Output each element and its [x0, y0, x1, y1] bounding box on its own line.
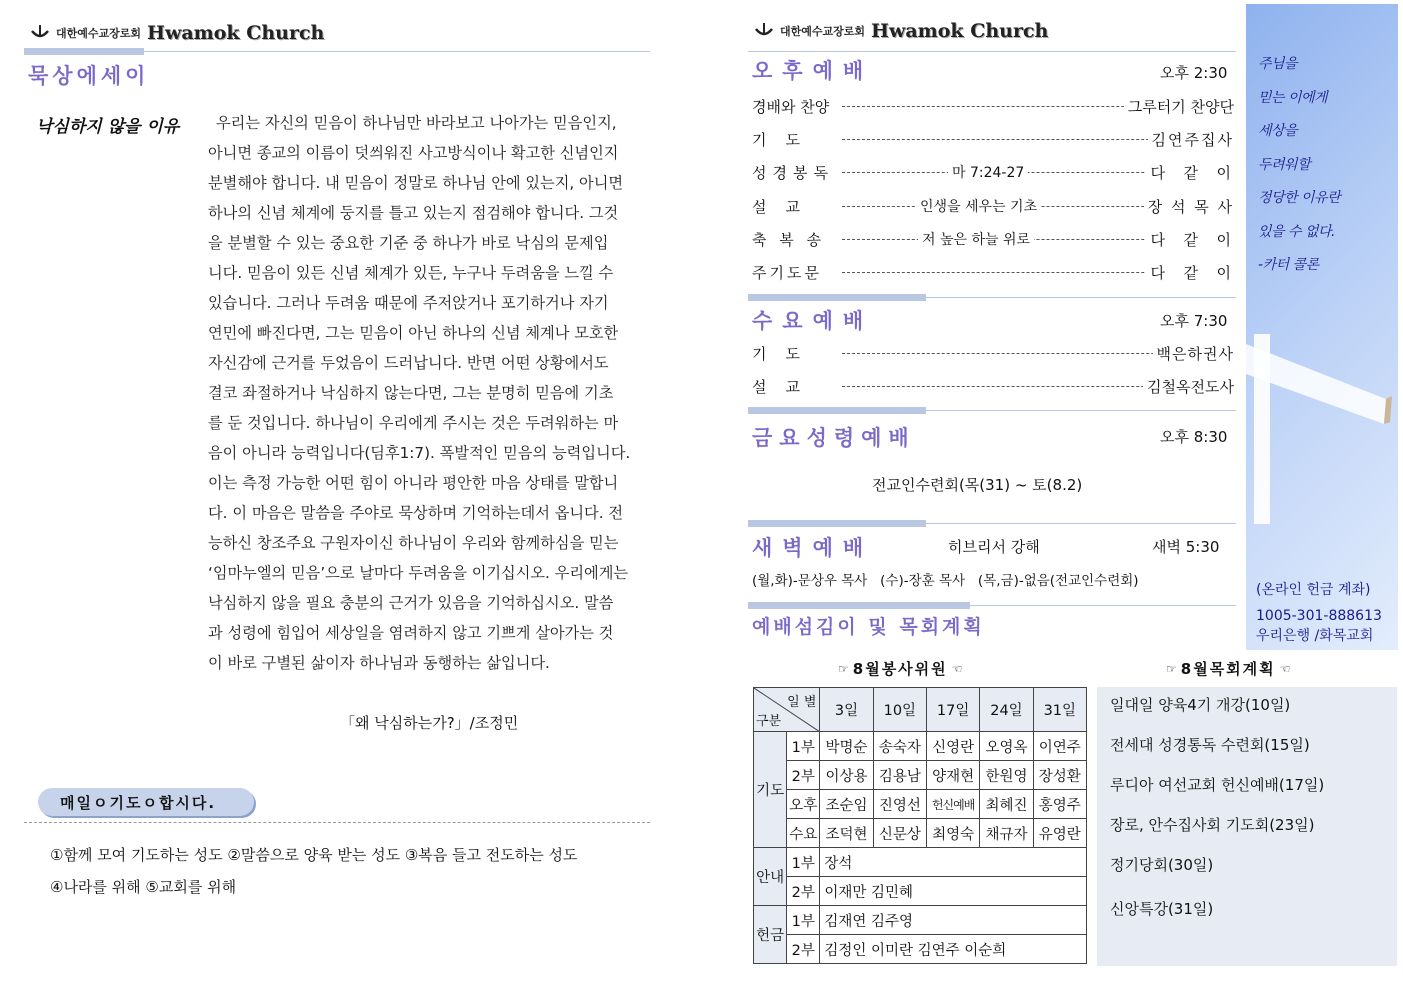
essay-line: 다. 이 마음은 말씀을 주야로 묵상하며 기억하는데서 옵니다. 전: [208, 504, 624, 522]
essay-line: 분별해야 합니다. 내 믿음이 정말로 하나님 안에 있는지, 아니면: [208, 174, 624, 192]
name-cell: 이재만 김민혜: [820, 877, 1087, 906]
afternoon-row: [752, 229, 1234, 249]
prayer-group-label: 기도: [754, 732, 787, 848]
afternoon-row: [752, 96, 1234, 116]
essay-line: 연민에 빠진다면, 그는 믿음이 아닌 하나의 신념 체계나 모호한: [208, 324, 619, 342]
prayer-line-1: ①함께 모여 기도하는 성도 ②말씀으로 양육 받는 성도 ③복음 들고 전도하는 성도: [50, 846, 578, 864]
prayer-divider: [24, 822, 650, 823]
sermon-title: 인생을 세우는 기초: [916, 196, 1041, 216]
essay-body: [208, 108, 648, 678]
name-cell: 최영숙: [927, 819, 980, 848]
name-cell: 조순임: [820, 790, 873, 819]
name-cell: 오영옥: [980, 732, 1033, 761]
account-bank: 우리은행 /화목교회: [1256, 628, 1374, 644]
essay-line: 니다. 믿음이 있든 신념 체계가 있든, 누구나 두려움을 느낄 수: [208, 264, 614, 282]
plan-title-text: 8월목회계획: [1180, 660, 1276, 678]
name-cell: 김정인 이미란 김연주 이순희: [820, 935, 1087, 964]
quote-line: 세상을: [1258, 123, 1298, 139]
church-name: Hwamok Church: [871, 20, 1049, 42]
name-cell: 신영란: [927, 732, 980, 761]
row-person: 장 석 목 사: [1144, 196, 1234, 217]
table-row: [754, 790, 1087, 819]
table-row: [754, 906, 1087, 935]
essay-line: 를 둔 것입니다. 하나님이 우리에게 주시는 것은 두려워하는 마: [208, 414, 619, 432]
essay-title: 낙심하지 않을 이유: [36, 117, 180, 137]
friday-title: 금요성령예배: [752, 426, 916, 450]
wednesday-row: [752, 376, 1234, 396]
part-label: 오후: [787, 790, 820, 819]
name-cell: 조덕현: [820, 819, 873, 848]
name-cell: 홍영주: [1033, 790, 1086, 819]
row-person: 백은하권사: [1153, 343, 1234, 364]
corner-bottom: 구분: [756, 714, 782, 729]
section-line: [748, 297, 1236, 298]
row-person: 다 같 이: [1146, 262, 1234, 283]
name-cell: 김용남: [873, 761, 926, 790]
name-cell: 채규자: [980, 819, 1033, 848]
account-title: (온라인 헌금 계좌): [1256, 582, 1371, 598]
row-person: 김철옥전도사: [1143, 376, 1234, 397]
essay-line: 이 바로 구별된 삶이자 하나님과 동행하는 삶입니다.: [208, 654, 550, 672]
name-cell: 양재현: [927, 761, 980, 790]
quote-line: 정당한 이유란: [1258, 190, 1341, 206]
table-row: [754, 819, 1087, 848]
row-person: 김연주집사: [1148, 129, 1234, 150]
plan-item: 일대일 양육4기 개강(10일): [1110, 696, 1291, 714]
scripture: 마 7:24-27: [948, 162, 1028, 182]
name-cell: 최혜진: [980, 790, 1033, 819]
quote-line: -카터 콜론: [1258, 257, 1319, 273]
quote-line: 주님을: [1258, 56, 1298, 72]
friday-time: 오후 8:30: [1160, 428, 1228, 446]
afternoon-row: [752, 196, 1234, 216]
name-cell: 이상용: [820, 761, 873, 790]
servers-table: [753, 687, 1087, 964]
wednesday-title: 수요예배: [752, 309, 874, 333]
name-cell: 진영선: [873, 790, 926, 819]
part-label: 2부: [787, 935, 820, 964]
bracket-icon: ☞: [1166, 661, 1177, 676]
row-person: 그루터기 찬양단: [1124, 96, 1234, 117]
name-cell: 유영란: [1033, 819, 1086, 848]
church-name: Hwamok Church: [147, 22, 325, 44]
servers-title-text: 8월봉사위원: [852, 660, 948, 678]
essay-line: ‘임마누엘의 믿음’으로 날마다 두려움을 이기십시오. 우리에게는: [208, 564, 629, 582]
row-label: 기 도: [752, 345, 801, 363]
afternoon-row: [752, 129, 1234, 149]
row-label: 축 복 송: [752, 231, 826, 249]
wednesday-row: [752, 343, 1234, 363]
name-cell: 한원영: [980, 761, 1033, 790]
table-row: [754, 848, 1087, 877]
org-name: 대한예수교장로회: [56, 27, 142, 40]
row-label: 설 교: [752, 198, 801, 216]
dawn-title: 새벽예배: [752, 536, 874, 560]
church-logo-icon: [754, 21, 774, 41]
prayer-line-2: ④나라를 위해 ⑤교회를 위해: [50, 878, 237, 896]
date-header: 3일: [820, 688, 873, 732]
part-label: 1부: [787, 906, 820, 935]
essay-line: 있습니다. 그러나 두려움 때문에 주저앉거나 포기하거나 자기: [208, 294, 609, 312]
servers-title: [838, 658, 962, 679]
row-label: 성경봉독: [752, 164, 834, 182]
wednesday-time: 오후 7:30: [1160, 312, 1228, 330]
table-row: [754, 935, 1087, 964]
hymn-title: 저 높은 하늘 위로: [918, 229, 1034, 249]
afternoon-time: 오후 2:30: [1160, 64, 1228, 82]
essay-line: 이는 측정 가능한 어떤 힘이 아니라 평안한 마음 상태를 말합니: [208, 474, 619, 492]
afternoon-row: [752, 162, 1234, 182]
table-row: [754, 761, 1087, 790]
date-header: 24일: [980, 688, 1033, 732]
table-row: [754, 877, 1087, 906]
table-corner: [754, 688, 820, 732]
essay-line: 음이 아니라 능력입니다(딤후1:7). 폭발적인 믿음의 능력입니다.: [208, 444, 631, 462]
part-label: 2부: [787, 761, 820, 790]
quote-line: 두려워할: [1258, 156, 1311, 173]
right-header-line: [748, 51, 1236, 52]
bracket-icon: ☜: [1279, 661, 1291, 676]
name-cell: 이연주: [1033, 732, 1086, 761]
essay-line: 자신감에 근거를 두었음이 드러납니다. 반면 어떤 상황에서도: [208, 354, 609, 372]
plan-item: 루디아 여선교회 헌신예배(17일): [1110, 776, 1325, 794]
service-plan-title: 예배섬김이 및 목회계획: [752, 616, 985, 638]
essay-line: 능하신 창조주요 구원자이신 하나님이 우리와 함께하심을 믿는: [208, 534, 619, 552]
part-label: 수요: [787, 819, 820, 848]
prayer-title: 매일ㅇ기도ㅇ합시다.: [60, 794, 217, 812]
afternoon-row: [752, 262, 1234, 282]
section-title: 묵상에세이: [28, 64, 150, 88]
sidebar-quote: [1258, 48, 1340, 283]
header-line: [24, 51, 650, 52]
row-label: 기 도: [752, 131, 801, 149]
quote-line: 있을 수 없다.: [1258, 223, 1335, 240]
row-label: 경배와 찬양: [752, 98, 830, 116]
section-line: [748, 410, 1236, 411]
part-label: 1부: [787, 848, 820, 877]
name-cell: 장성환: [1033, 761, 1086, 790]
org-name: 대한예수교장로회: [780, 25, 866, 38]
plan-item: 정기당회(30일): [1110, 856, 1214, 874]
dawn-line: (월,화)-문상우 목사 (수)-장훈 목사 (목,금)-없음(전교인수련회): [752, 573, 1139, 589]
name-cell: 박명순: [820, 732, 873, 761]
row-person: 다 같 이: [1146, 229, 1234, 250]
section-line: [748, 523, 1236, 524]
part-label: 2부: [787, 877, 820, 906]
date-header: 17일: [927, 688, 980, 732]
essay-line: 을 분별할 수 있는 중요한 기준 중 하나가 바로 낙심의 문제입: [208, 234, 609, 252]
name-cell: 장석: [820, 848, 1087, 877]
guide-group-label: 안내: [754, 848, 787, 906]
row-person: 다 같 이: [1146, 162, 1234, 183]
part-label: 1부: [787, 732, 820, 761]
name-cell: 신문상: [873, 819, 926, 848]
dawn-time: 새벽 5:30: [1152, 538, 1220, 556]
quote-line: 믿는 이에게: [1258, 89, 1328, 106]
left-header: [30, 22, 324, 44]
name-cell: 김재연 김주영: [820, 906, 1087, 935]
plan-item: 전세대 성경통독 수련회(15일): [1110, 736, 1310, 754]
table-row: [754, 732, 1087, 761]
essay-line: 결코 좌절하거나 낙심하지 않는다면, 그는 분명히 믿음에 기초: [208, 384, 614, 402]
right-header: [754, 20, 1048, 42]
dawn-subtitle: 히브리서 강해: [948, 538, 1040, 556]
plan-item: 신앙특강(31일): [1110, 900, 1214, 918]
date-header: 10일: [873, 688, 926, 732]
row-label: 주기도문: [752, 264, 822, 282]
corner-top: 일 별: [787, 695, 817, 710]
section-line: [748, 605, 1236, 606]
essay-line: 하나의 신념 체계에 둥지를 틀고 있는지 점검해야 합니다. 그것: [208, 204, 619, 222]
servers-header-row: [754, 688, 1087, 732]
essay-source: 「왜 낙심하는가?」/조정민: [340, 714, 519, 732]
bracket-icon: ☜: [951, 661, 963, 676]
prayer-badge: [38, 788, 254, 816]
friday-note: 전교인수련회(목(31) ~ 토(8.2): [872, 476, 1083, 494]
afternoon-title: 오후예배: [752, 59, 874, 83]
account-info: [1256, 580, 1382, 646]
name-cell: 송숙자: [873, 732, 926, 761]
essay-line: 과 성령에 힘입어 세상일을 염려하지 않고 기쁘게 살아가는 것: [208, 624, 614, 642]
plan-title: [1166, 658, 1290, 679]
essay-line: 낙심하지 않을 필요 충분의 근거가 있음을 기억하십시오. 말씀: [208, 594, 614, 612]
date-header: 31일: [1033, 688, 1086, 732]
bracket-icon: ☞: [838, 661, 849, 676]
row-label: 설 교: [752, 378, 801, 396]
essay-line: 우리는 자신의 믿음이 하나님만 바라보고 나아가는 믿음인지,: [216, 114, 617, 132]
essay-line: 아니면 종교의 이름이 덧씌워진 사고방식이나 확고한 신념인지: [208, 144, 619, 162]
plan-item: 장로, 안수집사회 기도회(23일): [1110, 816, 1315, 834]
account-number: 1005-301-888613: [1256, 608, 1382, 624]
church-logo-icon: [30, 23, 50, 43]
name-cell: 헌신예배: [927, 790, 980, 819]
offering-group-label: 헌금: [754, 906, 787, 964]
